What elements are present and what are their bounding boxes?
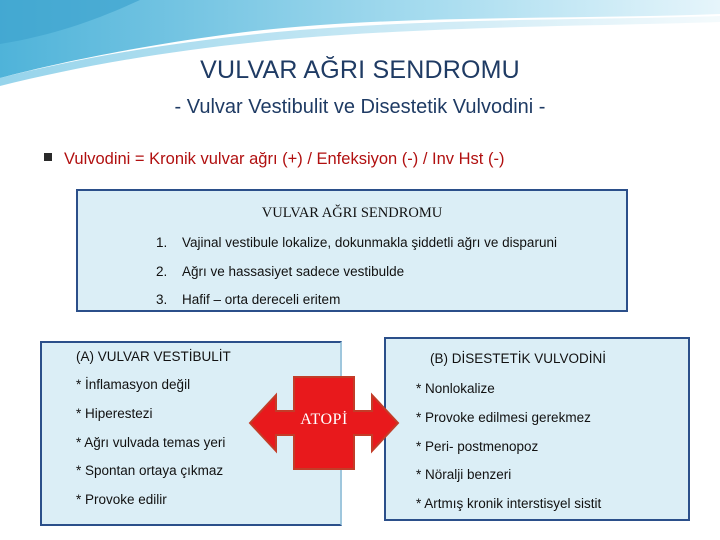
right-box-item: * Nonlokalize [416, 381, 495, 396]
right-box-item: * Artmış kronik interstisyel sistit [416, 496, 602, 511]
left-box-item: * Ağrı vulvada temas yeri [76, 435, 226, 450]
central-list-item [156, 264, 404, 279]
list-number: 1. [156, 235, 168, 250]
definition-text: Vulvodini = Kronik vulvar ağrı (+) / Enfeksiyon (-) / Inv Hst (-) [64, 150, 505, 168]
right-box-item: * Peri- postmenopoz [416, 439, 539, 454]
right-box-heading: (B) DİSESTETİK VULVODİNİ [430, 351, 607, 366]
central-list-item [156, 235, 557, 250]
left-box-item: * Spontan ortaya çıkmaz [76, 463, 224, 478]
list-number: 2. [156, 264, 168, 279]
slide-title: VULVAR AĞRI SENDROMU [200, 56, 520, 84]
left-box-heading: (A) VULVAR VESTİBULİT [76, 349, 231, 364]
central-box-title: VULVAR AĞRI SENDROMU [261, 205, 443, 221]
left-box-item: * İnflamasyon değil [76, 377, 191, 392]
list-text: Vajinal vestibule lokalize, dokunmakla şiddetli ağrı ve disparuni [182, 235, 557, 250]
left-box-item: * Provoke edilir [76, 492, 167, 507]
right-box-item: * Provoke edilmesi gerekmez [416, 410, 591, 425]
disestetik-vulvodini-box [384, 337, 690, 521]
central-list-item [156, 292, 340, 307]
right-box-item: * Nöralji benzeri [416, 467, 512, 482]
list-number: 3. [156, 292, 168, 307]
square-bullet-icon [44, 153, 52, 161]
list-text: Hafif – orta dereceli eritem [182, 292, 341, 307]
atopi-label: ATOPİ [300, 411, 348, 428]
left-box-item: * Hiperestezi [76, 406, 153, 421]
central-summary-box [76, 189, 628, 312]
definition-bullet [44, 150, 504, 169]
list-text: Ağrı ve hassasiyet sadece vestibulde [182, 264, 405, 279]
slide-subtitle: - Vulvar Vestibulit ve Disestetik Vulvodini - [174, 96, 546, 118]
